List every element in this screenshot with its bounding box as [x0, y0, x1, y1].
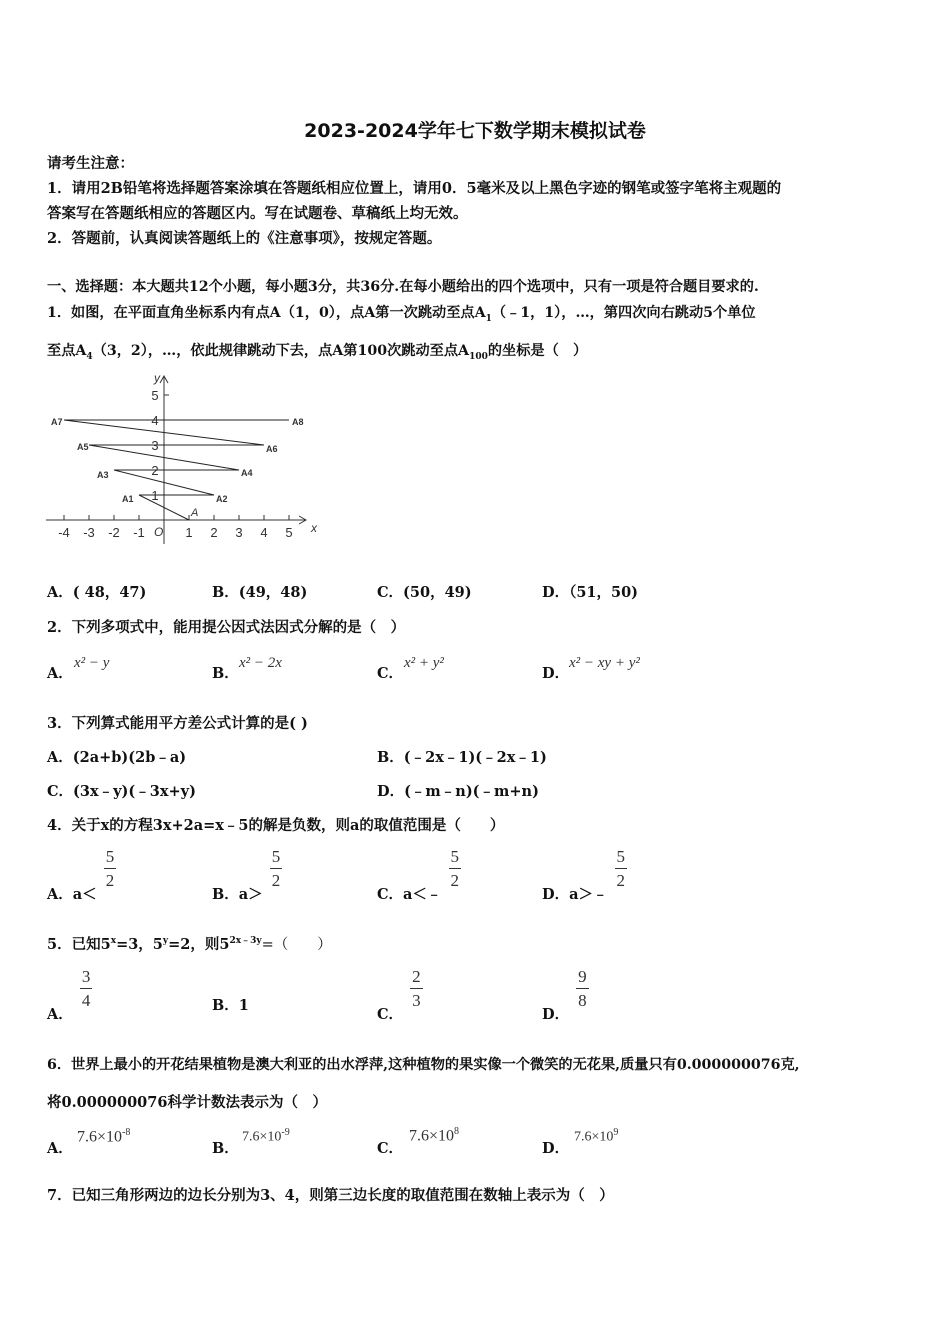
q4-stem: 4．关于x的方程3x+2a=x﹣5的解是负数，则a的取值范围是（ ） — [47, 817, 505, 834]
x-axis-label: x — [311, 521, 317, 535]
q6-option-c-value: $7.6\times 10^8$ — [409, 1126, 460, 1145]
q5-option-b[interactable]: B．1 — [212, 997, 249, 1014]
x-tick-label: 3 — [235, 525, 243, 540]
q1-stem-line-2: 至点$A_4(3$，2），…，依此规律跳动下去，点A第100次跳动至点$A_{100}$的坐标是（ ） — [47, 343, 588, 362]
q4-option-d[interactable]: D．a＞﹣ $\frac{5}{2}$ — [542, 847, 626, 903]
y-axis-label: y — [154, 371, 160, 385]
y-tick-label: 3 — [151, 438, 159, 453]
point-label-a2: A2 — [216, 494, 228, 504]
point-label-a4: A4 — [241, 468, 253, 478]
q4-option-c[interactable]: C．a＜﹣ $\frac{5}{2}$ — [377, 847, 459, 903]
q2-option-d[interactable]: D． — [542, 665, 570, 682]
q2-option-b-expr: x² − 2x — [239, 655, 282, 671]
q6-stem-line-2: 将0.000000076科学计数法表示为（ ） — [47, 1094, 327, 1111]
y-tick-label: 2 — [151, 463, 159, 478]
notice-heading: 请考生注意： — [47, 155, 134, 172]
point-label-a3: A3 — [97, 470, 109, 480]
q5-option-a[interactable]: A． $\frac{3}{4}$ — [47, 967, 91, 1023]
y-tick-label: 4 — [151, 413, 159, 428]
x-tick-label: -2 — [108, 525, 120, 540]
q4-option-a[interactable]: A．a＜ $\frac{5}{2}$ — [47, 847, 115, 903]
q6-option-b[interactable]: B． — [212, 1140, 239, 1157]
origin-label: O — [154, 525, 164, 539]
q6-option-a[interactable]: A． — [47, 1140, 73, 1157]
y-tick-label: 1 — [151, 488, 159, 503]
q6-option-b-value: $7.6\times 10^{-9}$ — [242, 1127, 290, 1145]
q7-stem: 7．已知三角形两边的边长分别为3、4，则第三边长度的取值范围在数轴上表示为（ ） — [47, 1187, 614, 1204]
y-tick-label: 5 — [151, 388, 159, 403]
q5-option-c[interactable]: C． $\frac{2}{3}$ — [377, 967, 421, 1023]
notice-line-1b: 答案写在答题纸相应的答题区内。写在试题卷、草稿纸上均无效。 — [47, 205, 468, 222]
notice-line-2: 2．答题前，认真阅读答题纸上的《注意事项》，按规定答题。 — [47, 230, 442, 247]
q1-option-d[interactable]: D．（51，50) — [542, 584, 639, 601]
q1-coordinate-figure — [44, 368, 324, 548]
q3-option-c[interactable]: C．(3x﹣y)(﹣3x+y) — [47, 783, 196, 800]
q1-option-b[interactable]: B．(49，48) — [212, 584, 308, 601]
point-label-a6: A6 — [266, 444, 278, 454]
q3-option-b[interactable]: B．(﹣2x﹣1)(﹣2x﹣1) — [377, 749, 547, 766]
notice-line-1a: 1．请用2B铅笔将选择题答案涂填在答题纸相应位置上，请用0．5毫米及以上黑色字迹的钢笔或签字笔将主观题的 — [47, 180, 782, 197]
point-label-a7: A7 — [51, 417, 63, 427]
point-label-a8: A8 — [292, 417, 304, 427]
q2-option-a-expr: x² − y — [74, 655, 110, 671]
q2-option-c[interactable]: C． — [377, 665, 404, 682]
x-tick-label: 5 — [285, 525, 293, 540]
q1-option-a[interactable]: A．( 48，47) — [47, 584, 147, 601]
q2-option-a[interactable]: A． — [47, 665, 73, 682]
point-label-a5: A5 — [77, 442, 89, 452]
x-tick-label: 2 — [210, 525, 218, 540]
q1-stem-line-1: 1．如图，在平面直角坐标系内有点A（1，0），点A第一次跳动至点$A_1(﹣1$，1），…，第四次向右跳动5个单位 — [47, 305, 756, 324]
q5-option-d[interactable]: D． $\frac{9}{8}$ — [542, 967, 587, 1023]
q1-option-c[interactable]: C．(50，49) — [377, 584, 472, 601]
section-heading: 一、选择题：本大题共12个小题，每小题3分，共36分.在每小题给出的四个选项中，只有一项是符合题目要求的. — [47, 279, 759, 295]
q5-stem: 5．已知$5^x=3$，$5^y=2$，则$5^{2x﹣3y}=$（ ） — [47, 936, 332, 953]
page-title: 2023-2024学年七下数学期末模拟试卷 — [304, 120, 646, 142]
q4-option-b[interactable]: B．a＞ $\frac{5}{2}$ — [212, 847, 281, 903]
q3-option-d[interactable]: D．(﹣m﹣n)(﹣m+n) — [377, 783, 539, 800]
q6-option-a-value: $7.6\times 10^{-8}$ — [77, 1127, 131, 1146]
q6-stem-line-1: 6．世界上最小的开花结果植物是澳大利亚的出水浮萍,这种植物的果实像一个微笑的无花果,质量只有0.000000076克, — [47, 1057, 800, 1073]
x-tick-label: -1 — [133, 525, 145, 540]
q3-stem: 3．下列算式能用平方差公式计算的是( ) — [47, 715, 308, 732]
q2-stem: 2．下列多项式中，能用提公因式法因式分解的是（ ） — [47, 619, 406, 636]
q2-option-d-expr: x² − xy + y² — [569, 655, 640, 671]
q3-option-a[interactable]: A．(2a+b)(2b﹣a) — [47, 749, 187, 766]
x-tick-label: 4 — [260, 525, 268, 540]
point-label-a1: A1 — [122, 494, 134, 504]
q6-option-d-value: $7.6\times 10^9$ — [574, 1127, 619, 1145]
x-tick-label: 1 — [185, 525, 193, 540]
q6-option-d[interactable]: D． — [542, 1140, 570, 1157]
x-tick-label: -4 — [58, 525, 70, 540]
point-a-label: A — [191, 507, 199, 519]
q2-option-b[interactable]: B． — [212, 665, 239, 682]
q2-option-c-expr: x² + y² — [404, 655, 444, 671]
q6-option-c[interactable]: C． — [377, 1140, 404, 1157]
x-tick-label: -3 — [83, 525, 95, 540]
